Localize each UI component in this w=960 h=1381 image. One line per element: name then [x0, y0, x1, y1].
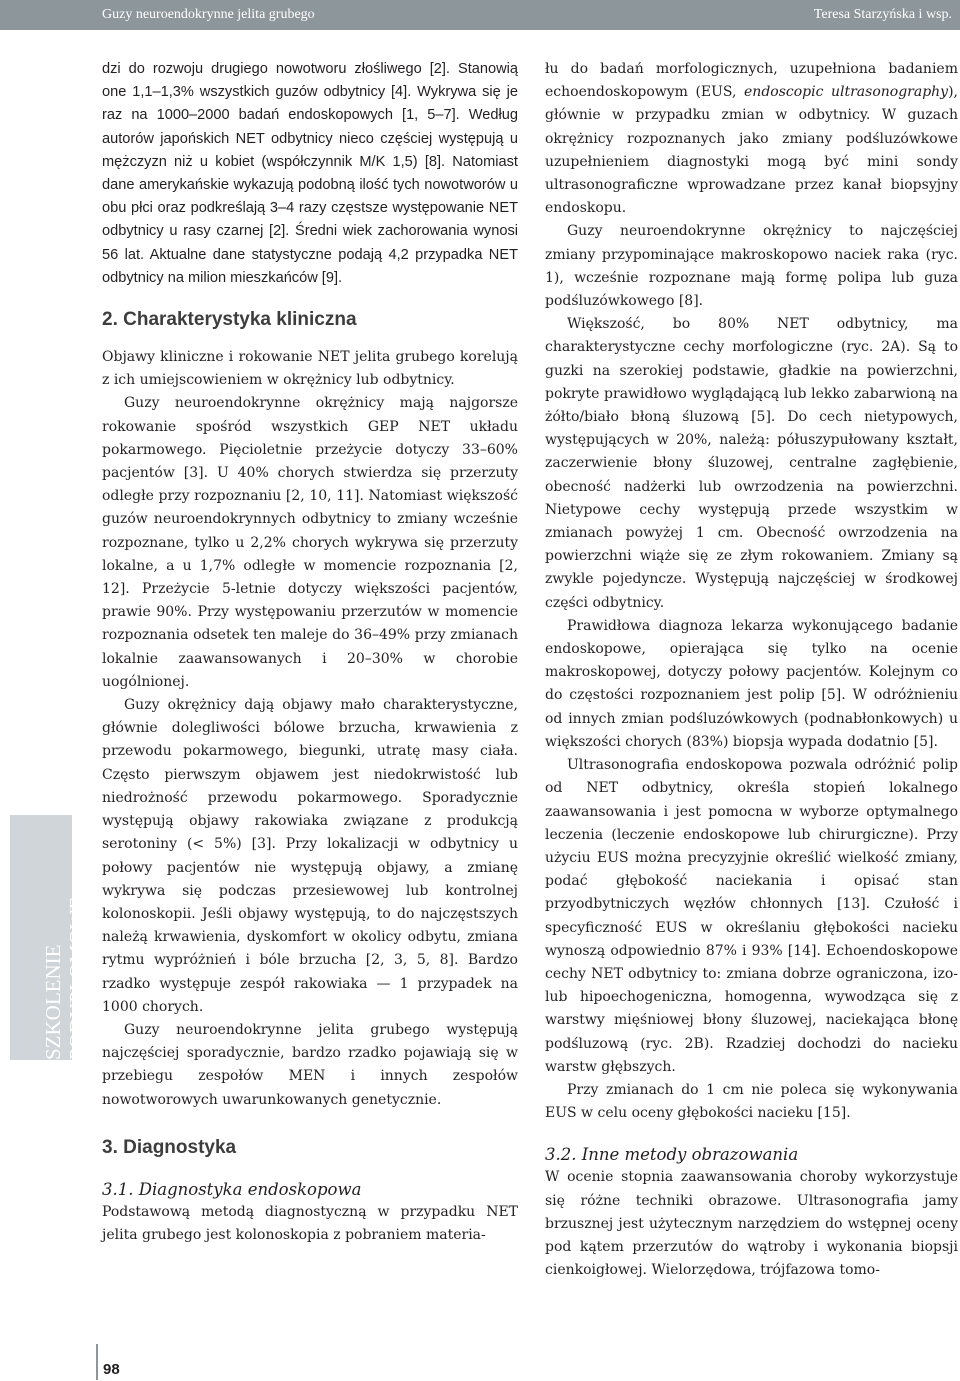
left-column [102, 58, 518, 1247]
paragraph-epidemiology: dzi do rozwoju drugiego nowotworu złośliwego [2]. Stanowią one 1,1–1,3% wszystkich guzów odbytnicy [4]. Wykrywa się je raz na 1000–2000 badań endoskopowych [1, 5–7]. Według autorów japońskich NET odbytnicy nieco częściej występują u mężczyzn niż u kobiet (współczynnik M/K 1,5) [8]. Natomiast dane amerykańskie wykazują podobną ilość tych nowotworów u obu płci oraz podkreślają 3–4 razy częstsze występowanie NET odbytnicy u rasy czarnej [2]. Średni wiek zachorowania wynosi 56 lat. Aktualne dane statystyczne podają 4,2 przypadka NET odbytnicy na milion mieszkańców [9]. [102, 61, 518, 286]
paragraph-rectal-morphology: Większość, bo 80% NET odbytnicy, ma charakterystyczne cechy morfologiczne (ryc. 2A). Są to guzki na szerokiej podstawie, gładkie na powierzchni, pokryte prawidłowo wyglądającą lub lekko zabarwioną na żółto/biało błoną śluzową [5]. Do cech nietypowych, występujących w 20%, należą: półuszypułowany kształt, zaczerwienie błony śluzowej, centralne zagłębienie, obecność nadżerki lub owrzodzenia na powierzchni. Nietypowe cechy występują przede wszystkim w zmianach powyżej 1 cm. Obecność owrzodzenia na powierzchni wiąże się ze złym rokowaniem. Zmiany są zwykle pojedyncze. Występują najczęściej w środkowej części odbytnicy. [545, 316, 958, 611]
heading-clinical: 2. Charakterystyka kliniczna [102, 309, 357, 331]
section-sidebar-label [41, 820, 89, 1060]
paragraph-imaging-methods: W ocenie stopnia zaawansowania choroby wykorzystuje się różne techniki obrazowe. Ultrasonografia jamy brzusznej jest użytecznym narzędziem do wstępnej oceny pod kątem przerzutów do wątroby i wykonania biopsji cienkoigłowej. Wielorzędowa, trójfazowa tomo- [545, 1169, 958, 1279]
sidebar-label-line2: PODYPLOMOWE [65, 896, 89, 1060]
paragraph-diagnosis-accuracy: Prawidłowa diagnoza lekarza wykonującego badanie endoskopowe, opierająca się tylko na ocenie makroskopowej, dotyczy połowy pacjentów. Kolejnym co do częstości rozpoznaniem jest polip [5]. W odróżnieniu od innych zmian podśluzówkowych (podnabłonkowych) u większości chorych (83%) biopsja wypada dodatnio [5]. [545, 617, 958, 750]
header-authors: Teresa Starzyńska i wsp. [813, 7, 952, 22]
page-number: 98 [103, 1361, 120, 1378]
paragraph-prognosis: Guzy neuroendokrynne okrężnicy mają najgorsze rokowanie spośród wszystkich GEP NET układu pokarmowego. Pięcioletnie przeżycie dotyczy 33–60% pacjentów [3]. U 40% chorych stwierdza się przerzuty odległe przy rozpoznaniu [2, 10, 11]. Natomiast większość guzów neuroendokrynnych odbytnicy to zmiany wcześnie rozpoznane, tylko u 2,2% chorych wykrywa się przerzuty lokalne, a u 1,7% odległe w momencie rozpoznania [2, 12]. Przeżycie 5-letnie dotyczy większości pacjentów, prawie 90%. Przy występowaniu przerzutów w momencie rozpoznania odsetek ten maleje do 36–49% przy zmianach lokalnie zaawansowanych i 20–30% w chorobie uogólnionej. [102, 395, 518, 690]
paragraph-symptoms: Guzy okrężnicy dają objawy mało charakterystyczne, głównie dolegliwości bólowe brzucha, krwawienia z przewodu pokarmowego, biegunki, utratę masy ciała. Często pierwszym objawem jest niedokrwistość lub niedrożność przewodu pokarmowego. Sporadycznie występują objawy rakowiaka związane z produkcją serotoniny (< 5%) [3]. Przy lokalizacji w odbytnicy u połowy pacjentów nie występują objawy, a zmianę wykrywa się podczas przesiewowej lub kontrolnej kolonoskopii. Jeśli objawy występują, to do najczęstszych należą krwawienia, dyskomfort w okolicy odbytu, zmiana rytmu wypróżnień i bóle brzucha [2, 3, 5, 8]. Bardzo rzadko występuje zespół rakowiaka — 1 przypadek na 1000 chorych. [102, 697, 518, 1015]
heading-endoscopic-diagnostics: 3.1. Diagnostyka endoskopowa [102, 1179, 362, 1199]
paragraph-eus-intro [545, 58, 958, 220]
eus-intro-text-a: łu do badań morfologicznych, uzupełniona badaniem echoendoskopowym (EUS, [545, 61, 958, 101]
paragraph-endoscopic-ultrasound: Ultrasonografia endoskopowa pozwala odróżnić polip od NET odbytnicy, określa stopień lokalnego zaawansowania i jest pomocna w wyborze optymalnego leczenia (leczenie endoskopowe lub chirurgiczne). Przy użyciu EUS można precyzyjnie określić wielkość zmiany, podać głębokość naciekania i opisać stan przyodbytniczych węzłów chłonnych [13]. Czułość i specyficzność EUS w określaniu głębokości nacieku wynoszą odpowiednio 87% i 93% [14]. Echoendoskopowe cechy NET odbytnicy to: zmiana dobrze ograniczona, izo- lub hipoechogeniczna, homogenna, wywodząca się z warstwy mięśniowej błony śluzowej, naciekająca błonę podśluzową (ryc. 2B). Rzadziej dochodzi do nacieku warstw głębszych. [545, 757, 958, 1075]
paragraph-clinical-intro: Objawy kliniczne i rokowanie NET jelita grubego korelują z ich umiejscowieniem w okrężnicy lub odbytnicy. [102, 349, 518, 389]
header-journal-title: Guzy neuroendokrynne jelita grubego [102, 7, 315, 22]
paragraph-colonoscopy: Podstawową metodą diagnostyczną w przypadku NET jelita grubego jest kolonoskopia z pobraniem materia- [102, 1203, 518, 1243]
paragraph-eus-threshold: Przy zmianach do 1 cm nie poleca się wykonywania EUS w celu oceny głębokości nacieku [15]. [545, 1081, 958, 1122]
paragraph-genetics: Guzy neuroendokrynne jelita grubego występują najczęściej sporadycznie, bardzo rzadko pojawiają się w przebiegu zespołów MEN i innych zespołów nowotworowych uwarunkowanych genetycznie. [102, 1021, 518, 1108]
heading-diagnostics: 3. Diagnostyka [102, 1136, 237, 1158]
heading-other-imaging: 3.2. Inne metody obrazowania [545, 1145, 799, 1165]
paragraph-colon-morphology: Guzy neuroendokrynne okrężnicy to najczęściej zmiany przypominające makroskopowo naciek raka (ryc. 1), wcześnie rozpoznane mają formę polipa lub guza podśluzówkowego [8]. [545, 223, 958, 310]
right-column [545, 58, 958, 1282]
footer-rule [96, 1344, 98, 1380]
running-header [0, 0, 960, 30]
eus-intro-text-b: ), głównie w przypadku zmian w odbytnicy. W guzach okrężnicy rozpoznanych jako zmiany podśluzówkowe uzupełnieniem diagnostyki mogą być mini sondy ultrasonograficzne wprowadzane przez kanał biopsyjny endoskopu. [545, 84, 959, 217]
sidebar-label-line1: SZKOLENIE [41, 944, 65, 1060]
eus-term: endoscopic ultrasonography [744, 84, 949, 101]
